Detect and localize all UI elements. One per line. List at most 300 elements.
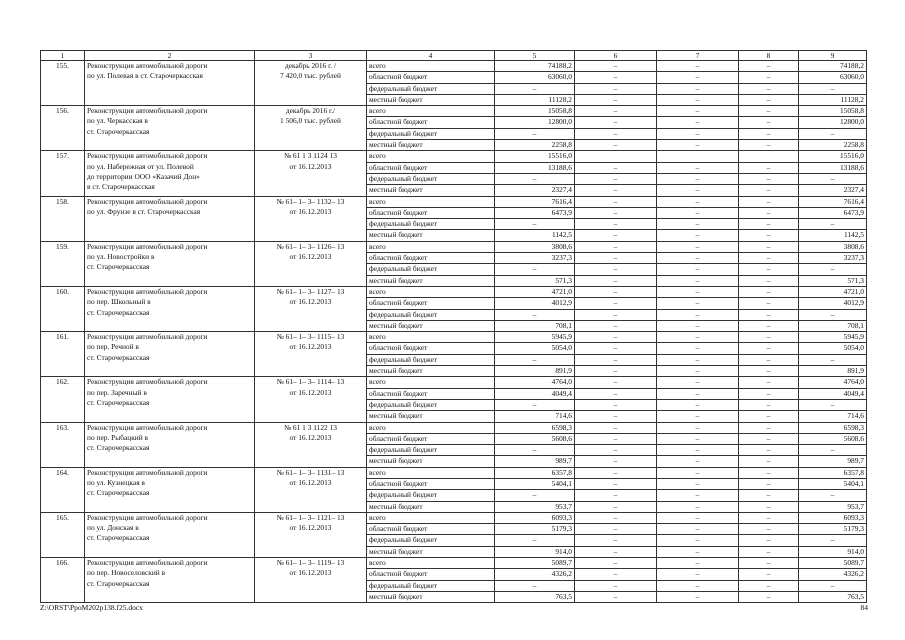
- value-cell: 3808,6: [799, 241, 867, 252]
- budget-source-label: всего: [367, 196, 495, 207]
- value-cell: –: [799, 445, 867, 456]
- object-name-line: Реконструкция автомобильной дороги: [87, 151, 208, 161]
- value-cell: 914,0: [495, 546, 575, 557]
- budget-source-label: федеральный бюджет: [367, 399, 495, 410]
- value-cell: 1142,5: [799, 230, 867, 241]
- item-number: 165.: [41, 512, 85, 557]
- document-reference-line: 7 420,0 тыс. рублей: [280, 71, 341, 81]
- value-cell: –: [739, 343, 799, 354]
- value-cell: –: [575, 253, 657, 264]
- value-cell: –: [575, 298, 657, 309]
- object-name-line: Реконструкция автомобильной дороги: [87, 241, 208, 251]
- value-cell: 763,5: [799, 591, 867, 602]
- document-reference: [255, 422, 367, 467]
- value-cell: –: [575, 94, 657, 105]
- budget-source-label: федеральный бюджет: [367, 83, 495, 94]
- object-name: [85, 286, 255, 331]
- object-name-line: по ул. Донская в: [87, 523, 139, 533]
- budget-source-label: федеральный бюджет: [367, 535, 495, 546]
- value-cell: –: [739, 83, 799, 94]
- value-cell: –: [657, 309, 739, 320]
- value-cell: 763,5: [495, 591, 575, 602]
- object-name-line: Реконструкция автомобильной дороги: [87, 377, 208, 387]
- value-cell: –: [575, 140, 657, 151]
- budget-table: [40, 50, 867, 603]
- budget-source-label: местный бюджет: [367, 456, 495, 467]
- document-reference-line: декабрь 2016 г./: [285, 106, 336, 116]
- document-reference-line: № 61 1 3 1124 13: [284, 151, 337, 161]
- item-number: 157.: [41, 151, 85, 196]
- value-cell: 891,9: [799, 366, 867, 377]
- value-cell: –: [657, 83, 739, 94]
- item-number: 164.: [41, 467, 85, 512]
- value-cell: –: [739, 94, 799, 105]
- value-cell: –: [739, 106, 799, 117]
- value-cell: –: [657, 433, 739, 444]
- budget-source-label: федеральный бюджет: [367, 309, 495, 320]
- document-reference: [255, 558, 367, 603]
- table-row: [41, 467, 867, 478]
- value-cell: 989,7: [799, 456, 867, 467]
- value-cell: –: [575, 264, 657, 275]
- table-row: [41, 332, 867, 343]
- item-number: 159.: [41, 241, 85, 286]
- value-cell: 6473,9: [799, 207, 867, 218]
- value-cell: –: [575, 490, 657, 501]
- value-cell: –: [495, 173, 575, 184]
- value-cell: –: [739, 399, 799, 410]
- value-cell: –: [575, 286, 657, 297]
- budget-source-label: областной бюджет: [367, 207, 495, 218]
- header-cell: 3: [255, 51, 367, 61]
- object-name-line: по пер. Рыбацкий в: [87, 432, 149, 442]
- document-reference-line: № 61– 1– 3– 1114– 13: [276, 377, 345, 387]
- table-row: [41, 106, 867, 117]
- value-cell: –: [657, 241, 739, 252]
- budget-source-label: федеральный бюджет: [367, 264, 495, 275]
- object-name-line: Реконструкция автомобильной дороги: [87, 422, 208, 432]
- value-cell: –: [739, 61, 799, 72]
- value-cell: –: [739, 433, 799, 444]
- value-cell: 953,7: [799, 501, 867, 512]
- value-cell: 3237,3: [495, 253, 575, 264]
- budget-source-label: всего: [367, 377, 495, 388]
- value-cell: –: [575, 309, 657, 320]
- object-name-line: по ул. Полевая в ст. Старочеркасская: [87, 71, 203, 81]
- value-cell: 3237,3: [799, 253, 867, 264]
- budget-source-label: областной бюджет: [367, 388, 495, 399]
- value-cell: 4764,0: [799, 377, 867, 388]
- object-name: [85, 558, 255, 603]
- header-cell: 9: [799, 51, 867, 61]
- value-cell: 5608,6: [495, 433, 575, 444]
- object-name-line: ст. Старочеркасская: [87, 397, 150, 407]
- value-cell: –: [739, 207, 799, 218]
- document-reference-line: № 61– 1– 3– 1131– 13: [276, 467, 345, 477]
- object-name-line: Реконструкция автомобильной дороги: [87, 196, 208, 206]
- value-cell: –: [575, 230, 657, 241]
- value-cell: 15516,0: [799, 151, 867, 162]
- object-name-line: Реконструкция автомобильной дороги: [87, 106, 208, 116]
- value-cell: 11128,2: [495, 94, 575, 105]
- object-name-line: по пер. Речной в: [87, 342, 139, 352]
- value-cell: 5404,1: [495, 478, 575, 489]
- value-cell: 5054,0: [799, 343, 867, 354]
- object-name-line: ст. Старочеркасская: [87, 533, 150, 543]
- value-cell: –: [657, 478, 739, 489]
- value-cell: –: [657, 264, 739, 275]
- value-cell: –: [657, 501, 739, 512]
- value-cell: –: [739, 535, 799, 546]
- value-cell: –: [575, 162, 657, 173]
- item-number: 166.: [41, 558, 85, 603]
- value-cell: 6093,3: [799, 512, 867, 523]
- value-cell: –: [495, 309, 575, 320]
- value-cell: 5404,1: [799, 478, 867, 489]
- value-cell: –: [739, 128, 799, 139]
- value-cell: –: [575, 377, 657, 388]
- value-cell: –: [739, 377, 799, 388]
- value-cell: 6473,9: [495, 207, 575, 218]
- value-cell: –: [495, 535, 575, 546]
- object-name-line: Реконструкция автомобильной дороги: [87, 61, 208, 70]
- value-cell: –: [657, 366, 739, 377]
- value-cell: –: [657, 140, 739, 151]
- value-cell: 4012,9: [799, 298, 867, 309]
- value-cell: –: [657, 445, 739, 456]
- budget-source-label: всего: [367, 332, 495, 343]
- object-name-line: ст. Старочеркасская: [87, 488, 150, 498]
- budget-source-label: федеральный бюджет: [367, 490, 495, 501]
- header-cell: 2: [85, 51, 255, 61]
- document-reference-line: от 16.12.2013: [289, 206, 332, 216]
- value-cell: –: [495, 354, 575, 365]
- value-cell: –: [575, 501, 657, 512]
- object-name-line: до территории ООО «Казачий Дон»: [87, 171, 200, 181]
- value-cell: 571,3: [495, 275, 575, 286]
- table-row: [41, 422, 867, 433]
- value-cell: –: [575, 128, 657, 139]
- budget-source-label: местный бюджет: [367, 411, 495, 422]
- item-number: 163.: [41, 422, 85, 467]
- value-cell: 12800,0: [495, 117, 575, 128]
- budget-source-label: местный бюджет: [367, 185, 495, 196]
- item-number: 160.: [41, 286, 85, 331]
- value-cell: 6357,8: [799, 467, 867, 478]
- document-reference: [255, 512, 367, 557]
- value-cell: 914,0: [799, 546, 867, 557]
- document-reference-line: № 61 1 3 1122 13: [284, 422, 337, 432]
- value-cell: 63060,0: [495, 72, 575, 83]
- value-cell: –: [575, 173, 657, 184]
- table-row: [41, 377, 867, 388]
- value-cell: –: [575, 433, 657, 444]
- value-cell: –: [739, 185, 799, 196]
- value-cell: 13188,6: [799, 162, 867, 173]
- value-cell: –: [575, 106, 657, 117]
- object-name: [85, 106, 255, 151]
- value-cell: 5089,7: [799, 558, 867, 569]
- document-reference-line: № 61– 1– 3– 1132– 13: [276, 196, 345, 206]
- value-cell: 714,6: [799, 411, 867, 422]
- value-cell: 708,1: [495, 320, 575, 331]
- object-name-line: ст. Старочеркасская: [87, 443, 150, 453]
- budget-source-label: федеральный бюджет: [367, 173, 495, 184]
- budget-source-label: местный бюджет: [367, 366, 495, 377]
- value-cell: –: [657, 546, 739, 557]
- value-cell: 74188,2: [495, 61, 575, 72]
- document-reference: [255, 196, 367, 241]
- object-name-line: по ул. Черкасская в: [87, 116, 148, 126]
- value-cell: –: [657, 162, 739, 173]
- value-cell: –: [657, 467, 739, 478]
- value-cell: –: [739, 320, 799, 331]
- value-cell: –: [739, 580, 799, 591]
- document-reference: [255, 106, 367, 151]
- value-cell: –: [575, 332, 657, 343]
- value-cell: –: [799, 219, 867, 230]
- item-number: 161.: [41, 332, 85, 377]
- value-cell: –: [575, 445, 657, 456]
- budget-source-label: всего: [367, 512, 495, 523]
- value-cell: 989,7: [495, 456, 575, 467]
- value-cell: –: [575, 354, 657, 365]
- document-reference-line: от 16.12.2013: [289, 161, 332, 171]
- value-cell: –: [739, 332, 799, 343]
- value-cell: –: [739, 253, 799, 264]
- value-cell: –: [657, 275, 739, 286]
- value-cell: 7616,4: [799, 196, 867, 207]
- object-name: [85, 61, 255, 106]
- document-reference: [255, 332, 367, 377]
- footer-file-path: Z:\ORST\PpoM202p138.f25.docx: [40, 603, 143, 612]
- value-cell: –: [575, 456, 657, 467]
- value-cell: –: [657, 185, 739, 196]
- document-reference-line: от 16.12.2013: [289, 387, 332, 397]
- value-cell: 4326,2: [799, 569, 867, 580]
- value-cell: –: [739, 162, 799, 173]
- object-name: [85, 151, 255, 196]
- budget-source-label: федеральный бюджет: [367, 445, 495, 456]
- table-row: [41, 286, 867, 297]
- value-cell: –: [657, 422, 739, 433]
- value-cell: –: [739, 230, 799, 241]
- value-cell: –: [575, 219, 657, 230]
- value-cell: –: [657, 535, 739, 546]
- value-cell: 571,3: [799, 275, 867, 286]
- table-row: [41, 558, 867, 569]
- object-name: [85, 332, 255, 377]
- value-cell: –: [657, 106, 739, 117]
- table-row: [41, 61, 867, 72]
- document-reference-line: от 16.12.2013: [289, 568, 332, 578]
- budget-source-label: местный бюджет: [367, 94, 495, 105]
- budget-source-label: всего: [367, 241, 495, 252]
- value-cell: –: [799, 264, 867, 275]
- value-cell: 6598,3: [495, 422, 575, 433]
- value-cell: 2327,4: [495, 185, 575, 196]
- value-cell: –: [575, 320, 657, 331]
- object-name-line: по ул. Новостройки в: [87, 252, 155, 262]
- value-cell: –: [575, 207, 657, 218]
- object-name-line: ст. Старочеркасская: [87, 352, 150, 362]
- budget-source-label: областной бюджет: [367, 298, 495, 309]
- budget-source-label: всего: [367, 286, 495, 297]
- value-cell: 63060,0: [799, 72, 867, 83]
- value-cell: –: [657, 591, 739, 602]
- object-name-line: по ул. Набережная от ул. Полевой: [87, 161, 194, 171]
- document-reference: [255, 286, 367, 331]
- item-number: 158.: [41, 196, 85, 241]
- value-cell: 714,6: [495, 411, 575, 422]
- budget-source-label: местный бюджет: [367, 546, 495, 557]
- value-cell: –: [739, 241, 799, 252]
- page-number: 84: [860, 603, 868, 612]
- object-name-line: Реконструкция автомобильной дороги: [87, 467, 208, 477]
- value-cell: –: [657, 411, 739, 422]
- value-cell: –: [799, 309, 867, 320]
- value-cell: –: [657, 512, 739, 523]
- budget-source-label: областной бюджет: [367, 343, 495, 354]
- value-cell: –: [739, 569, 799, 580]
- document-reference-line: декабрь 2016 г. /: [284, 61, 337, 70]
- header-cell: 6: [575, 51, 657, 61]
- value-cell: [739, 151, 799, 162]
- value-cell: 4326,2: [495, 569, 575, 580]
- budget-source-label: федеральный бюджет: [367, 128, 495, 139]
- value-cell: –: [575, 591, 657, 602]
- value-cell: –: [739, 219, 799, 230]
- value-cell: 5179,3: [799, 524, 867, 535]
- budget-source-label: федеральный бюджет: [367, 219, 495, 230]
- value-cell: –: [657, 332, 739, 343]
- value-cell: –: [657, 128, 739, 139]
- value-cell: –: [739, 558, 799, 569]
- value-cell: –: [657, 61, 739, 72]
- value-cell: 3808,6: [495, 241, 575, 252]
- value-cell: –: [657, 343, 739, 354]
- document-reference: [255, 61, 367, 106]
- table-row: [41, 241, 867, 252]
- value-cell: –: [739, 524, 799, 535]
- value-cell: –: [739, 173, 799, 184]
- budget-source-label: всего: [367, 558, 495, 569]
- value-cell: –: [799, 173, 867, 184]
- value-cell: –: [739, 591, 799, 602]
- header-cell: 1: [41, 51, 85, 61]
- value-cell: –: [739, 411, 799, 422]
- value-cell: –: [657, 72, 739, 83]
- value-cell: –: [575, 388, 657, 399]
- table-row: [41, 151, 867, 162]
- document-reference-line: от 16.12.2013: [289, 297, 332, 307]
- table-row: [41, 512, 867, 523]
- value-cell: –: [575, 83, 657, 94]
- value-cell: –: [739, 309, 799, 320]
- budget-source-label: федеральный бюджет: [367, 580, 495, 591]
- value-cell: –: [575, 569, 657, 580]
- budget-source-label: областной бюджет: [367, 478, 495, 489]
- object-name-line: по ул. Фрунзе в ст. Старочеркасская: [87, 206, 201, 216]
- value-cell: 12800,0: [799, 117, 867, 128]
- value-cell: –: [575, 422, 657, 433]
- document-reference: [255, 377, 367, 422]
- value-cell: –: [657, 456, 739, 467]
- value-cell: –: [739, 388, 799, 399]
- value-cell: 5089,7: [495, 558, 575, 569]
- value-cell: –: [657, 524, 739, 535]
- value-cell: 15058,8: [799, 106, 867, 117]
- document-reference: [255, 467, 367, 512]
- object-name-line: по пер. Школьный в: [87, 297, 151, 307]
- budget-source-label: всего: [367, 151, 495, 162]
- value-cell: –: [495, 490, 575, 501]
- value-cell: –: [657, 230, 739, 241]
- budget-source-label: местный бюджет: [367, 320, 495, 331]
- value-cell: –: [739, 366, 799, 377]
- value-cell: 4049,4: [799, 388, 867, 399]
- table-row: [41, 196, 867, 207]
- value-cell: –: [739, 298, 799, 309]
- value-cell: –: [657, 399, 739, 410]
- value-cell: –: [739, 445, 799, 456]
- object-name: [85, 196, 255, 241]
- budget-source-label: местный бюджет: [367, 501, 495, 512]
- value-cell: –: [657, 558, 739, 569]
- object-name: [85, 467, 255, 512]
- value-cell: 7616,4: [495, 196, 575, 207]
- value-cell: –: [575, 185, 657, 196]
- value-cell: –: [575, 524, 657, 535]
- object-name-line: ст. Старочеркасская: [87, 578, 150, 588]
- value-cell: –: [739, 140, 799, 151]
- document-reference-line: № 61– 1– 3– 1126– 13: [276, 241, 345, 251]
- budget-source-label: местный бюджет: [367, 275, 495, 286]
- document-reference-line: 1 506,0 тыс. рублей: [280, 116, 341, 126]
- value-cell: 891,9: [495, 366, 575, 377]
- value-cell: 15516,0: [495, 151, 575, 162]
- value-cell: –: [739, 286, 799, 297]
- value-cell: –: [575, 512, 657, 523]
- document-reference-line: № 61– 1– 3– 1119– 13: [276, 558, 345, 568]
- value-cell: 5945,9: [799, 332, 867, 343]
- value-cell: 11128,2: [799, 94, 867, 105]
- value-cell: –: [657, 320, 739, 331]
- value-cell: 5179,3: [495, 524, 575, 535]
- value-cell: –: [739, 478, 799, 489]
- budget-source-label: всего: [367, 106, 495, 117]
- value-cell: –: [799, 580, 867, 591]
- value-cell: –: [575, 558, 657, 569]
- value-cell: –: [495, 264, 575, 275]
- value-cell: 953,7: [495, 501, 575, 512]
- header-row: [41, 51, 867, 61]
- budget-source-label: областной бюджет: [367, 433, 495, 444]
- value-cell: –: [575, 72, 657, 83]
- document-reference-line: № 61– 1– 3– 1115– 13: [276, 332, 345, 342]
- value-cell: –: [495, 83, 575, 94]
- value-cell: –: [739, 422, 799, 433]
- value-cell: –: [575, 366, 657, 377]
- value-cell: 6598,3: [799, 422, 867, 433]
- value-cell: –: [799, 399, 867, 410]
- value-cell: –: [495, 128, 575, 139]
- object-name-line: по пер. Новоселовский в: [87, 568, 166, 578]
- budget-source-label: областной бюджет: [367, 117, 495, 128]
- header-cell: 4: [367, 51, 495, 61]
- value-cell: –: [657, 117, 739, 128]
- budget-source-label: всего: [367, 422, 495, 433]
